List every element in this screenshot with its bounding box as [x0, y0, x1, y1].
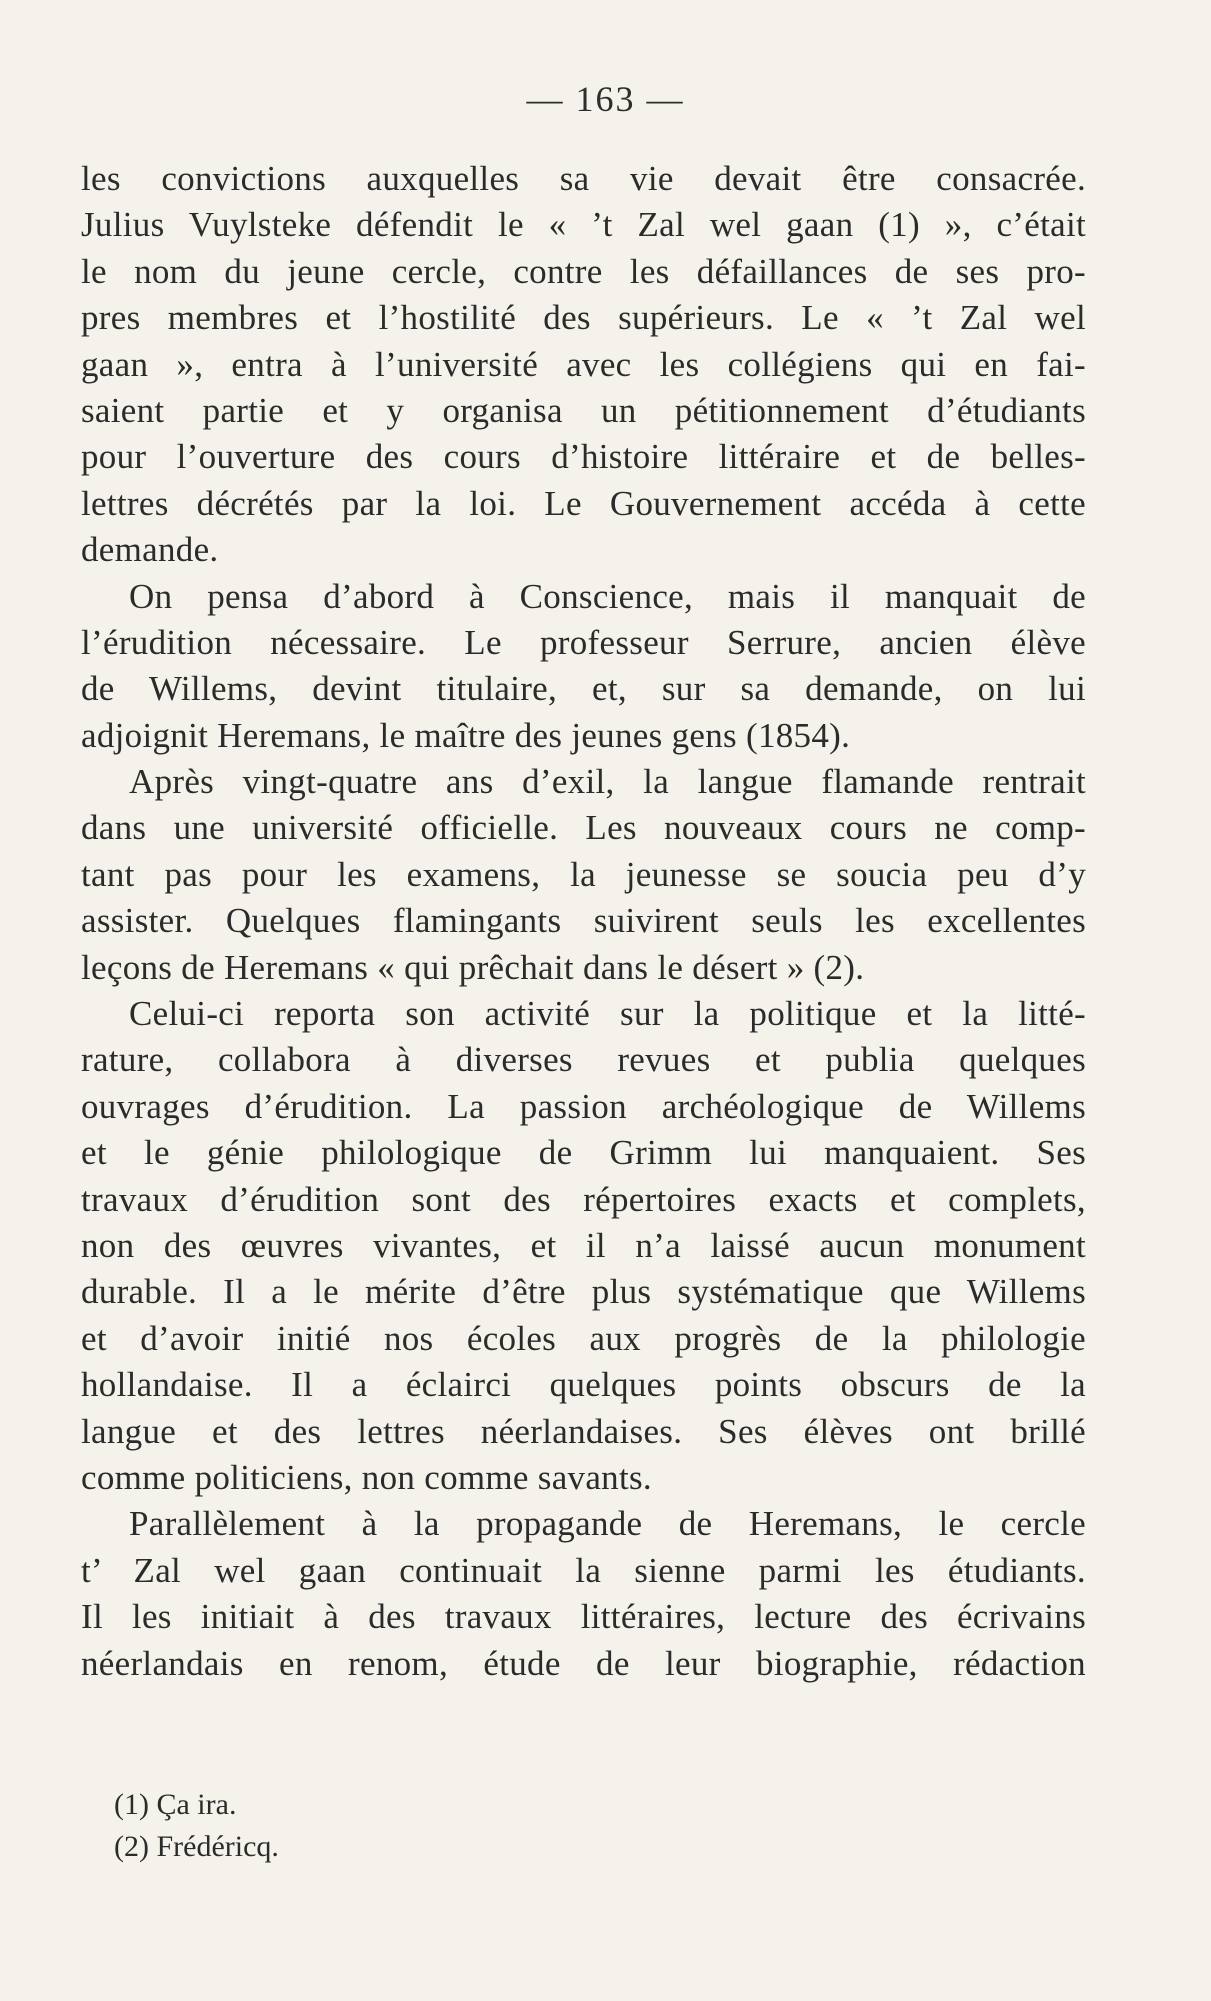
text-line: dans une université officielle. Les nouveaux cours ne comp-: [81, 808, 1086, 848]
text-line: rature, collabora à diverses revues et publia quelques: [81, 1040, 1086, 1080]
text-line: tant pas pour les examens, la jeunesse se soucia peu d’y: [81, 854, 1086, 894]
footnote: (1) Ça ira.: [114, 1788, 237, 1821]
text-line: Celui-ci reporta son activité sur la politique et la litté-: [129, 994, 1086, 1034]
body-text: [81, 156, 1086, 1687]
text-line: non des œuvres vivantes, et il n’a laissé aucun monument: [81, 1225, 1086, 1265]
text-line: Julius Vuylsteke défendit le « ’t Zal wel gaan (1) », c’était: [81, 205, 1086, 245]
page-number: — 163 —: [526, 79, 685, 119]
text-line: demande.: [81, 530, 219, 570]
text-line: hollandaise. Il a éclairci quelques points obscurs de la: [81, 1365, 1086, 1405]
text-line: pour l’ouverture des cours d’histoire littéraire et de belles-: [81, 437, 1086, 477]
text-line: comme politiciens, non comme savants.: [81, 1457, 652, 1497]
text-line: gaan », entra à l’université avec les collégiens qui en fai-: [81, 344, 1086, 384]
text-line: ouvrages d’érudition. La passion archéologique de Willems: [81, 1086, 1086, 1126]
text-line: les convictions auxquelles sa vie devait être consacrée.: [81, 159, 1086, 198]
text-line: leçons de Heremans « qui prêchait dans le désert » (2).: [81, 947, 865, 987]
text-line: néerlandais en renom, étude de leur biographie, rédaction: [81, 1643, 1086, 1683]
text-line: Après vingt-quatre ans d’exil, la langue flamande rentrait: [129, 762, 1086, 802]
text-line: lettres décrétés par la loi. Le Gouvernement accéda à cette: [81, 483, 1086, 523]
footnotes: [114, 1784, 714, 1868]
text-line: t’ Zal wel gaan continuait la sienne parmi les étudiants.: [81, 1550, 1086, 1590]
text-line: Il les initiait à des travaux littéraires, lecture des écrivains: [81, 1597, 1086, 1637]
text-line: langue et des lettres néerlandaises. Ses élèves ont brillé: [81, 1411, 1086, 1451]
text-line: et le génie philologique de Grimm lui manquaient. Ses: [81, 1133, 1086, 1173]
text-line: durable. Il a le mérite d’être plus systématique que Willems: [81, 1272, 1086, 1312]
text-line: travaux d’érudition sont des répertoires exacts et complets,: [81, 1179, 1086, 1219]
text-line: assister. Quelques flamingants suivirent seuls les excellentes: [81, 901, 1086, 941]
text-line: pres membres et l’hostilité des supérieurs. Le « ’t Zal wel: [81, 298, 1086, 338]
text-line: de Willems, devint titulaire, et, sur sa demande, on lui: [81, 669, 1086, 709]
text-line: Parallèlement à la propagande de Heremans, le cercle: [129, 1504, 1086, 1544]
text-line: On pensa d’abord à Conscience, mais il manquait de: [129, 576, 1086, 616]
text-line: adjoignit Heremans, le maître des jeunes gens (1854).: [81, 715, 851, 755]
footnote: (2) Frédéricq.: [114, 1830, 279, 1863]
text-line: l’érudition nécessaire. Le professeur Serrure, ancien élève: [81, 622, 1086, 662]
text-line: et d’avoir initié nos écoles aux progrès de la philologie: [81, 1318, 1086, 1358]
text-line: le nom du jeune cercle, contre les défaillances de ses pro-: [81, 251, 1086, 291]
text-line: saient partie et y organisa un pétitionnement d’étudiants: [81, 390, 1086, 430]
